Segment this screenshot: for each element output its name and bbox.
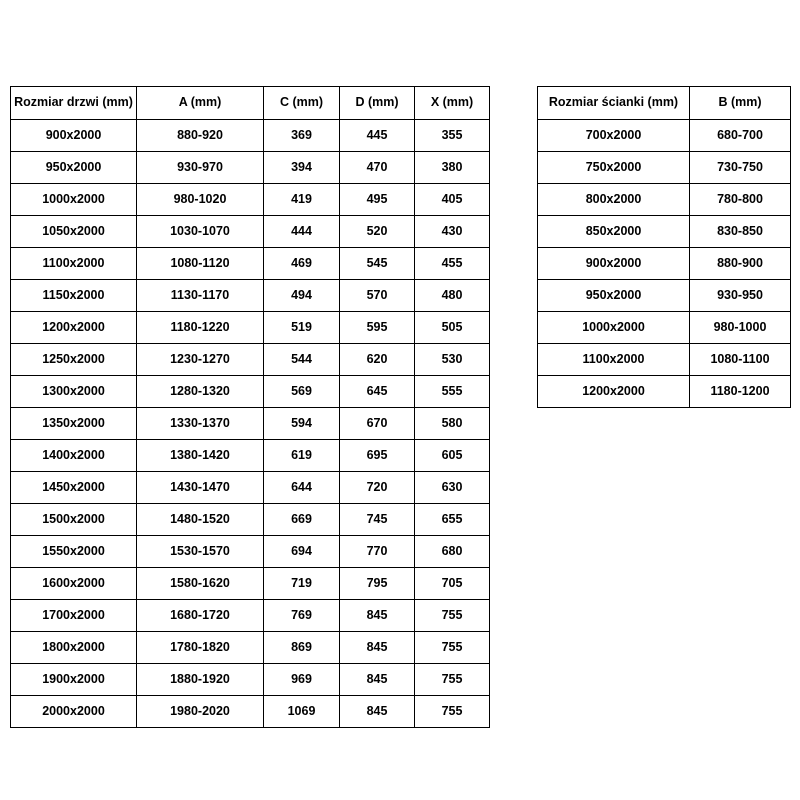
doors_table-cell: 1200x2000 xyxy=(11,312,137,344)
wall_table-cell: 1180-1200 xyxy=(690,376,791,408)
table-row xyxy=(11,376,490,408)
doors_table-cell: 1069 xyxy=(264,696,340,728)
doors_table-cell: 394 xyxy=(264,152,340,184)
doors_table-cell: 619 xyxy=(264,440,340,472)
wall_table-cell: 800x2000 xyxy=(538,184,690,216)
doors_table-cell: 720 xyxy=(340,472,415,504)
doors_table-cell: 1030-1070 xyxy=(137,216,264,248)
wall_table-cell: 830-850 xyxy=(690,216,791,248)
doors_table-cell: 555 xyxy=(415,376,490,408)
doors_table-cell: 930-970 xyxy=(137,152,264,184)
doors_table-cell: 1430-1470 xyxy=(137,472,264,504)
doors_table-cell: 1880-1920 xyxy=(137,664,264,696)
doors_table-cell: 1780-1820 xyxy=(137,632,264,664)
column-header-d: D (mm) xyxy=(340,87,415,120)
doors_table-cell: 695 xyxy=(340,440,415,472)
table-row xyxy=(538,376,791,408)
doors_table-cell: 1680-1720 xyxy=(137,600,264,632)
doors_table-cell: 1050x2000 xyxy=(11,216,137,248)
doors_table-cell: 495 xyxy=(340,184,415,216)
doors_table-cell: 1900x2000 xyxy=(11,664,137,696)
table-row xyxy=(11,696,490,728)
doors_table-cell: 719 xyxy=(264,568,340,600)
wall_table-cell: 680-700 xyxy=(690,120,791,152)
doors_table-cell: 745 xyxy=(340,504,415,536)
doors_table-cell: 505 xyxy=(415,312,490,344)
doors_table-cell: 669 xyxy=(264,504,340,536)
table-row xyxy=(538,344,791,376)
doors_table-cell: 519 xyxy=(264,312,340,344)
doors_table-cell: 569 xyxy=(264,376,340,408)
doors_table-cell: 2000x2000 xyxy=(11,696,137,728)
doors_table-cell: 1230-1270 xyxy=(137,344,264,376)
doors_table-cell: 494 xyxy=(264,280,340,312)
doors_table-cell: 670 xyxy=(340,408,415,440)
table-row xyxy=(11,632,490,664)
doors_table-cell: 755 xyxy=(415,600,490,632)
doors_table-cell: 645 xyxy=(340,376,415,408)
doors_table-cell: 950x2000 xyxy=(11,152,137,184)
doors_table-cell: 845 xyxy=(340,600,415,632)
table-row xyxy=(11,568,490,600)
table-row xyxy=(538,152,791,184)
wall_table-cell: 930-950 xyxy=(690,280,791,312)
doors_table-cell: 1600x2000 xyxy=(11,568,137,600)
doors_table-cell: 1480-1520 xyxy=(137,504,264,536)
doors_table-cell: 755 xyxy=(415,664,490,696)
table-row xyxy=(11,248,490,280)
table-row xyxy=(11,344,490,376)
doors_table-cell: 1380-1420 xyxy=(137,440,264,472)
column-header-wall-size: Rozmiar ścianki (mm) xyxy=(538,87,690,120)
doors_table-cell: 1300x2000 xyxy=(11,376,137,408)
doors_table-cell: 1700x2000 xyxy=(11,600,137,632)
doors_table-cell: 605 xyxy=(415,440,490,472)
doors_table-cell: 1980-2020 xyxy=(137,696,264,728)
doors_table-cell: 1150x2000 xyxy=(11,280,137,312)
table-header-row xyxy=(11,87,490,120)
doors_table-cell: 620 xyxy=(340,344,415,376)
doors_table-cell: 1280-1320 xyxy=(137,376,264,408)
wall_table-cell: 1100x2000 xyxy=(538,344,690,376)
table-row xyxy=(11,216,490,248)
table-row xyxy=(11,120,490,152)
doors_table-cell: 380 xyxy=(415,152,490,184)
doors_table-cell: 419 xyxy=(264,184,340,216)
wall_table-cell: 850x2000 xyxy=(538,216,690,248)
doors_table-cell: 469 xyxy=(264,248,340,280)
doors_table-cell: 845 xyxy=(340,632,415,664)
doors_table-cell: 755 xyxy=(415,632,490,664)
doors_table-cell: 980-1020 xyxy=(137,184,264,216)
doors_table-cell: 1330-1370 xyxy=(137,408,264,440)
doors_table-cell: 644 xyxy=(264,472,340,504)
table-row xyxy=(11,312,490,344)
table-row xyxy=(11,408,490,440)
doors_table-cell: 1450x2000 xyxy=(11,472,137,504)
wall_table-cell: 1080-1100 xyxy=(690,344,791,376)
wall_table-cell: 750x2000 xyxy=(538,152,690,184)
column-header-x: X (mm) xyxy=(415,87,490,120)
table-row xyxy=(11,536,490,568)
wall_table-cell: 1000x2000 xyxy=(538,312,690,344)
doors_table-cell: 869 xyxy=(264,632,340,664)
table-row xyxy=(11,504,490,536)
doors_table-cell: 545 xyxy=(340,248,415,280)
doors_table-cell: 1180-1220 xyxy=(137,312,264,344)
doors_table-cell: 445 xyxy=(340,120,415,152)
wall-size-table xyxy=(537,86,791,408)
wall_table-cell: 1200x2000 xyxy=(538,376,690,408)
table-row xyxy=(11,440,490,472)
doors_table-cell: 694 xyxy=(264,536,340,568)
doors_table-cell: 1580-1620 xyxy=(137,568,264,600)
doors_table-cell: 880-920 xyxy=(137,120,264,152)
column-header-b: B (mm) xyxy=(690,87,791,120)
wall_table-cell: 700x2000 xyxy=(538,120,690,152)
doors_table-cell: 680 xyxy=(415,536,490,568)
doors_table-cell: 1400x2000 xyxy=(11,440,137,472)
doors_table-cell: 1080-1120 xyxy=(137,248,264,280)
table-row xyxy=(538,280,791,312)
column-header-door-size: Rozmiar drzwi (mm) xyxy=(11,87,137,120)
wall_table-cell: 780-800 xyxy=(690,184,791,216)
doors_table-cell: 444 xyxy=(264,216,340,248)
doors_table-cell: 900x2000 xyxy=(11,120,137,152)
doors_table-cell: 770 xyxy=(340,536,415,568)
table-row xyxy=(11,184,490,216)
doors_table-cell: 369 xyxy=(264,120,340,152)
doors_table-cell: 1800x2000 xyxy=(11,632,137,664)
table-row xyxy=(538,216,791,248)
door-size-table xyxy=(10,86,490,728)
doors_table-cell: 969 xyxy=(264,664,340,696)
doors_table-cell: 520 xyxy=(340,216,415,248)
column-header-a: A (mm) xyxy=(137,87,264,120)
wall_table-cell: 880-900 xyxy=(690,248,791,280)
wall_table-cell: 900x2000 xyxy=(538,248,690,280)
doors_table-cell: 1000x2000 xyxy=(11,184,137,216)
table-header-row xyxy=(538,87,791,120)
table-row xyxy=(11,600,490,632)
table-row xyxy=(538,248,791,280)
doors_table-cell: 405 xyxy=(415,184,490,216)
doors_table-cell: 580 xyxy=(415,408,490,440)
doors_table-cell: 1250x2000 xyxy=(11,344,137,376)
table-row xyxy=(11,152,490,184)
doors_table-cell: 1500x2000 xyxy=(11,504,137,536)
table-row xyxy=(11,280,490,312)
table-row xyxy=(11,472,490,504)
wall_table-cell: 980-1000 xyxy=(690,312,791,344)
doors_table-cell: 430 xyxy=(415,216,490,248)
wall_table-cell: 730-750 xyxy=(690,152,791,184)
doors_table-cell: 480 xyxy=(415,280,490,312)
doors_table-cell: 630 xyxy=(415,472,490,504)
doors_table-cell: 755 xyxy=(415,696,490,728)
wall_table-cell: 950x2000 xyxy=(538,280,690,312)
doors_table-cell: 795 xyxy=(340,568,415,600)
doors_table-cell: 595 xyxy=(340,312,415,344)
column-header-c: C (mm) xyxy=(264,87,340,120)
doors_table-cell: 1550x2000 xyxy=(11,536,137,568)
doors_table-cell: 1100x2000 xyxy=(11,248,137,280)
doors_table-cell: 845 xyxy=(340,664,415,696)
doors_table-cell: 769 xyxy=(264,600,340,632)
doors_table-cell: 594 xyxy=(264,408,340,440)
table-row xyxy=(538,184,791,216)
table-row xyxy=(11,664,490,696)
doors_table-cell: 1130-1170 xyxy=(137,280,264,312)
table-row xyxy=(538,120,791,152)
table-row xyxy=(538,312,791,344)
doors_table-cell: 1530-1570 xyxy=(137,536,264,568)
doors_table-cell: 544 xyxy=(264,344,340,376)
doors_table-cell: 470 xyxy=(340,152,415,184)
doors_table-cell: 455 xyxy=(415,248,490,280)
doors_table-cell: 530 xyxy=(415,344,490,376)
doors_table-cell: 570 xyxy=(340,280,415,312)
doors_table-cell: 705 xyxy=(415,568,490,600)
doors_table-cell: 1350x2000 xyxy=(11,408,137,440)
doors_table-cell: 655 xyxy=(415,504,490,536)
doors_table-cell: 845 xyxy=(340,696,415,728)
doors_table-cell: 355 xyxy=(415,120,490,152)
